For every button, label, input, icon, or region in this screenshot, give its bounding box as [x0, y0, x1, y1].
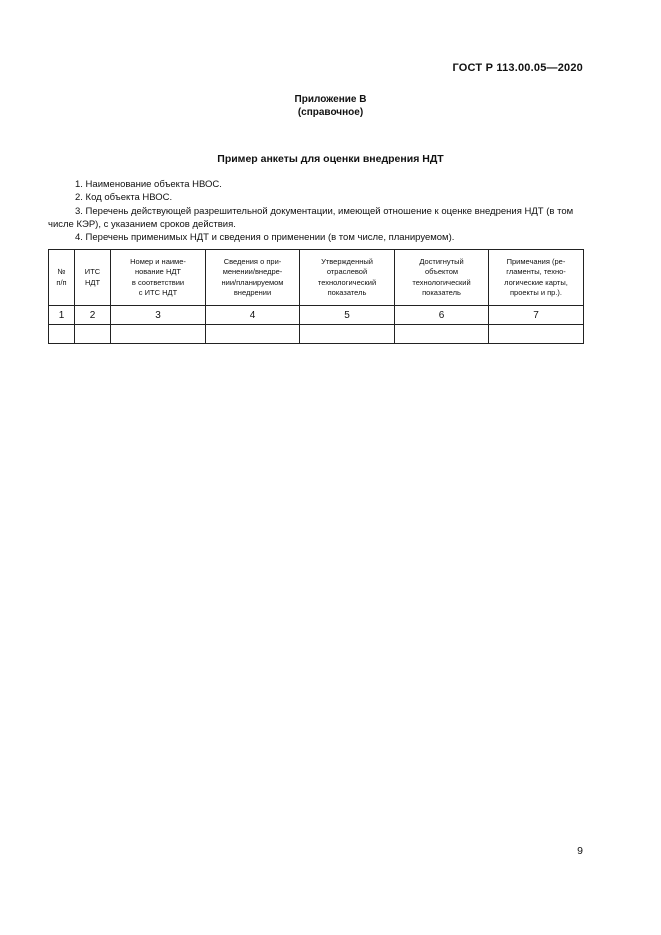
list-item: 3. Перечень действующей разрешительной документации, имеющей отношение к оценке внедрения НДТ (в том числе КЭР), с указанием сроков действия.	[48, 205, 574, 230]
empty-cell	[49, 325, 75, 344]
section-title: Пример анкеты для оценки внедрения НДТ	[217, 153, 444, 165]
header-cell: Утвержденный отраслевой технологический показатель	[300, 250, 395, 306]
empty-cell	[206, 325, 300, 344]
column-number: 7	[489, 306, 584, 325]
page-number: 9	[577, 845, 583, 857]
column-number: 4	[206, 306, 300, 325]
numbered-list	[48, 178, 584, 244]
document-code: ГОСТ Р 113.00.05—2020	[452, 62, 583, 74]
empty-row	[49, 325, 584, 344]
column-number: 3	[111, 306, 206, 325]
column-number: 1	[49, 306, 75, 325]
empty-cell	[75, 325, 111, 344]
header-cell: Сведения о при- менении/внедре- нии/планируемом внедрении	[206, 250, 300, 306]
list-item: 4. Перечень применимых НДТ и сведения о применении (в том числе, планируемом).	[75, 232, 455, 244]
empty-cell	[489, 325, 584, 344]
header-cell: ИТС НДТ	[75, 250, 111, 306]
questionnaire-table	[48, 249, 584, 344]
list-item: 2. Код объекта НВОС.	[75, 192, 173, 204]
column-number: 5	[300, 306, 395, 325]
table-header-row	[49, 250, 584, 306]
appendix-title: Приложение В	[294, 94, 367, 105]
header-cell: Номер и наиме- нование НДТ в соответствии с ИТС НДТ	[111, 250, 206, 306]
column-number: 6	[395, 306, 489, 325]
header-cell: Примечания (ре- гламенты, техно- логические карты, проекты и пр.).	[489, 250, 584, 306]
list-item: 1. Наименование объекта НВОС.	[75, 179, 222, 190]
empty-cell	[111, 325, 206, 344]
appendix-subtitle: (справочное)	[297, 107, 364, 118]
empty-cell	[300, 325, 395, 344]
header-cell: Достигнутый объектом технологический показатель	[395, 250, 489, 306]
header-cell: № п/п	[49, 250, 75, 306]
column-number: 2	[75, 306, 111, 325]
empty-cell	[395, 325, 489, 344]
column-number-row	[49, 306, 584, 325]
